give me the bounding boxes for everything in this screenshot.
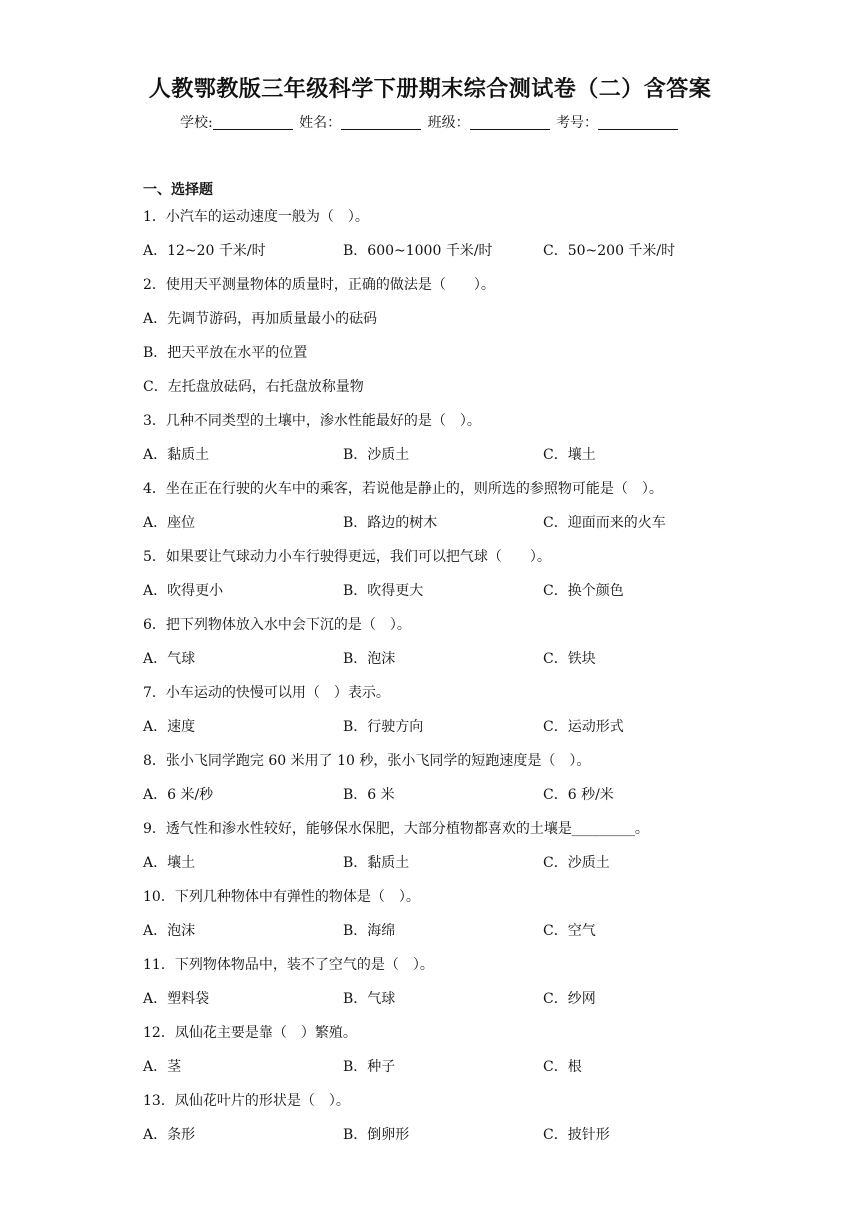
question-list (143, 206, 783, 1158)
question-stem: 11．下列物体物品中，装不了空气的是（ ）。 (143, 957, 434, 973)
question-stem: 6．把下列物体放入水中会下沉的是（ ）。 (143, 617, 411, 633)
answer-option: C．运动形式 (543, 719, 624, 735)
answer-option: C．左托盘放砝码，右托盘放称量物 (143, 379, 364, 395)
answer-option: A．12~20 千米/时 (143, 243, 266, 259)
answer-option: A．壤土 (143, 855, 196, 871)
answer-option: A．黏质土 (143, 447, 210, 463)
exam-number-blank (598, 115, 678, 130)
question-stem: 2．使用天平测量物体的质量时，正确的做法是（ ）。 (143, 277, 495, 293)
class-blank (470, 115, 550, 130)
question-stem: 13．凤仙花叶片的形状是（ ）。 (143, 1093, 350, 1109)
exam-number-label: 考号： (556, 115, 599, 131)
question-stem: 5．如果要让气球动力小车行驶得更远，我们可以把气球（ ）。 (143, 549, 551, 565)
answer-option: C．纱网 (543, 991, 596, 1007)
question-stem: 7．小车运动的快慢可以用（ ）表示。 (143, 685, 390, 701)
answer-option: B．路边的树木 (343, 515, 438, 531)
answer-option: A．座位 (143, 515, 196, 531)
answer-option: B．黏质土 (343, 855, 410, 871)
answer-options-row (143, 852, 783, 886)
question-stem: 1．小汽车的运动速度一般为（ ）。 (143, 209, 369, 225)
answer-options-row (143, 648, 783, 682)
answer-option: C．50~200 千米/时 (543, 243, 676, 259)
student-info-line (0, 112, 860, 132)
answer-option: B．吹得更大 (343, 583, 424, 599)
name-blank (341, 115, 421, 130)
answer-option: A．气球 (143, 651, 196, 667)
answer-option: A．塑料袋 (143, 991, 210, 1007)
answer-option: C．换个颜色 (543, 583, 624, 599)
answer-options-row (143, 1124, 783, 1158)
section-title: 一、选择题 (143, 182, 213, 198)
answer-option: C．披针形 (543, 1127, 610, 1143)
class-label: 班级： (427, 115, 470, 131)
answer-option: A．吹得更小 (143, 583, 224, 599)
answer-option: A．速度 (143, 719, 196, 735)
answer-option: C．根 (543, 1059, 582, 1075)
school-label: 学校: (179, 115, 213, 131)
question-stem: 10．下列几种物体中有弹性的物体是（ ）。 (143, 889, 420, 905)
answer-option: B．倒卵形 (343, 1127, 410, 1143)
answer-option: C．铁块 (543, 651, 596, 667)
question-stem: 4．坐在正在行驶的火车中的乘客，若说他是静止的，则所选的参照物可能是（ ）。 (143, 481, 663, 497)
answer-option: C．壤土 (543, 447, 596, 463)
answer-options-row (143, 1056, 783, 1090)
answer-options-row (143, 580, 783, 614)
answer-option: B．6 米 (343, 787, 395, 803)
question-stem: 3．几种不同类型的土壤中，渗水性能最好的是（ ）。 (143, 413, 481, 429)
answer-options-row (143, 784, 783, 818)
question-stem: 8．张小飞同学跑完 60 米用了 10 秒，张小飞同学的短跑速度是（ ）。 (143, 753, 591, 769)
answer-options-row (143, 920, 783, 954)
question-stem: 9．透气性和渗水性较好，能够保水保肥，大部分植物都喜欢的土壤是_________。 (143, 821, 649, 837)
answer-options-row (143, 988, 783, 1022)
name-label: 姓名： (299, 115, 342, 131)
answer-option: B．沙质土 (343, 447, 410, 463)
answer-option: A．6 米/秒 (143, 787, 214, 803)
answer-option: B．种子 (343, 1059, 396, 1075)
answer-options-row (143, 240, 783, 274)
answer-option: B．行驶方向 (343, 719, 424, 735)
answer-option: C．迎面而来的火车 (543, 515, 666, 531)
answer-option: B．把天平放在水平的位置 (143, 345, 308, 361)
answer-option: A．茎 (143, 1059, 182, 1075)
answer-option: C．空气 (543, 923, 596, 939)
school-blank (213, 115, 293, 130)
question-stem: 12．凤仙花主要是靠（ ）繁殖。 (143, 1025, 357, 1041)
answer-option: B．600~1000 千米/时 (343, 243, 493, 259)
answer-option: C．6 秒/米 (543, 787, 614, 803)
answer-option: A．泡沫 (143, 923, 196, 939)
answer-option: C．沙质土 (543, 855, 610, 871)
answer-options-row (143, 716, 783, 750)
answer-options-row (143, 512, 783, 546)
answer-options-row (143, 444, 783, 478)
document-title: 人教鄂教版三年级科学下册期末综合测试卷（二）含答案 (148, 77, 712, 102)
answer-option: B．海绵 (343, 923, 396, 939)
answer-option: A．先调节游码，再加质量最小的砝码 (143, 311, 378, 327)
answer-option: B．泡沫 (343, 651, 396, 667)
answer-option: A．条形 (143, 1127, 196, 1143)
answer-option: B．气球 (343, 991, 396, 1007)
